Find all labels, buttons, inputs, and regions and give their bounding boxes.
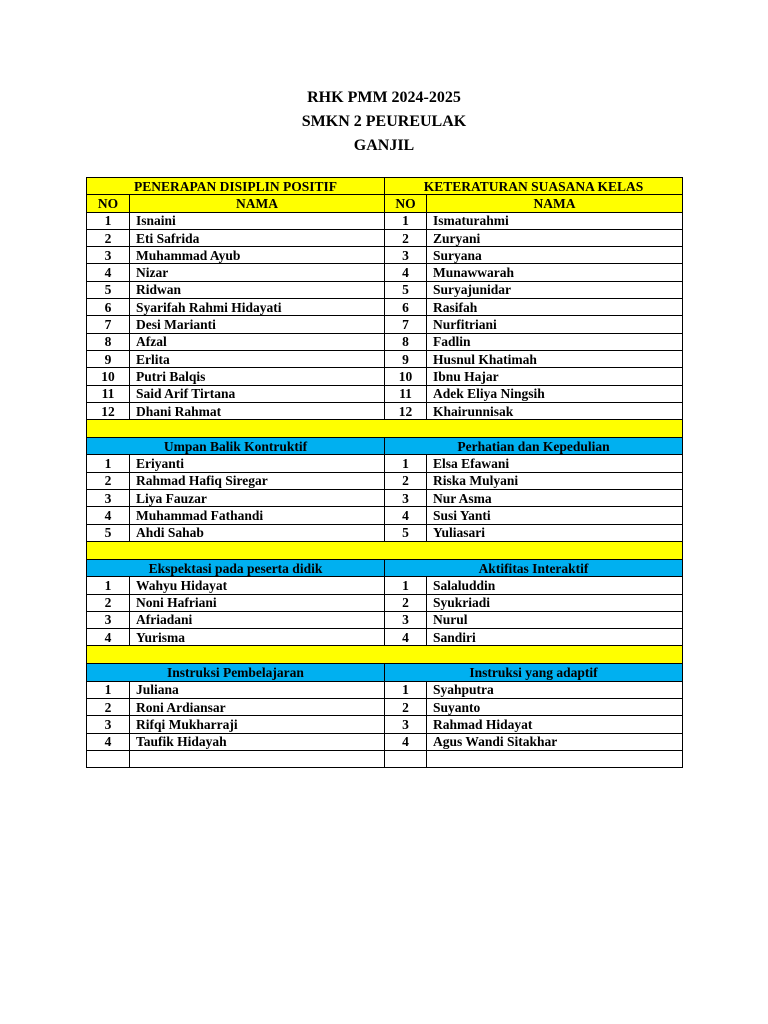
title-line-3: GANJIL — [353, 137, 415, 154]
table-row — [87, 385, 683, 402]
row-number-right: 10 — [385, 368, 427, 385]
row-number-right: 1 — [385, 212, 427, 229]
row-number-left: 3 — [87, 247, 130, 264]
name-left: Syarifah Rahmi Hidayati — [130, 299, 385, 316]
roster-body — [87, 178, 683, 768]
row-number-left: 1 — [87, 681, 130, 698]
section-title-right: Instruksi yang adaptif — [385, 664, 683, 681]
empty-cell — [427, 750, 683, 767]
name-left: Desi Marianti — [130, 316, 385, 333]
table-row — [87, 281, 683, 298]
row-number-left: 9 — [87, 350, 130, 367]
column-header-nama: NAMA — [130, 195, 385, 212]
table-row — [87, 699, 683, 716]
name-right: Yuliasari — [427, 524, 683, 541]
column-header-row — [87, 195, 683, 212]
row-number-left: 2 — [87, 699, 130, 716]
row-number-left: 4 — [87, 507, 130, 524]
column-header-no: NO — [87, 195, 130, 212]
table-row — [87, 577, 683, 594]
row-number-right: 9 — [385, 350, 427, 367]
name-right: Sandiri — [427, 629, 683, 646]
row-number-left: 3 — [87, 611, 130, 628]
name-right: Elsa Efawani — [427, 455, 683, 472]
name-left: Liya Fauzar — [130, 490, 385, 507]
table-row — [87, 229, 683, 246]
table-row — [87, 455, 683, 472]
table-row — [87, 402, 683, 419]
table-row — [87, 629, 683, 646]
name-left: Eriyanti — [130, 455, 385, 472]
name-right: Munawwarah — [427, 264, 683, 281]
row-number-left: 2 — [87, 594, 130, 611]
section-spacer-row — [87, 420, 683, 438]
table-row — [87, 524, 683, 541]
empty-cell — [130, 750, 385, 767]
row-number-left: 2 — [87, 472, 130, 489]
name-left: Yurisma — [130, 629, 385, 646]
row-number-left: 6 — [87, 299, 130, 316]
section-title-left: Ekspektasi pada peserta didik — [87, 559, 385, 576]
row-number-right: 5 — [385, 281, 427, 298]
name-left: Dhani Rahmat — [130, 402, 385, 419]
name-left: Juliana — [130, 681, 385, 698]
row-number-left: 3 — [87, 716, 130, 733]
empty-row — [87, 750, 683, 767]
row-number-right: 6 — [385, 299, 427, 316]
name-right: Syahputra — [427, 681, 683, 698]
document-title — [0, 86, 768, 158]
row-number-left: 10 — [87, 368, 130, 385]
empty-cell — [87, 750, 130, 767]
name-right: Susi Yanti — [427, 507, 683, 524]
table-row — [87, 247, 683, 264]
table-row — [87, 212, 683, 229]
section-header-row — [87, 178, 683, 195]
name-right: Rasifah — [427, 299, 683, 316]
row-number-right: 4 — [385, 264, 427, 281]
row-number-right: 2 — [385, 229, 427, 246]
name-left: Eti Safrida — [130, 229, 385, 246]
table-row — [87, 733, 683, 750]
name-left: Wahyu Hidayat — [130, 577, 385, 594]
table-row — [87, 490, 683, 507]
name-right: Agus Wandi Sitakhar — [427, 733, 683, 750]
row-number-right: 4 — [385, 629, 427, 646]
row-number-left: 1 — [87, 455, 130, 472]
name-left: Roni Ardiansar — [130, 699, 385, 716]
row-number-left: 4 — [87, 264, 130, 281]
row-number-left: 1 — [87, 577, 130, 594]
name-left: Erlita — [130, 350, 385, 367]
row-number-right: 12 — [385, 402, 427, 419]
name-left: Muhammad Fathandi — [130, 507, 385, 524]
row-number-left: 2 — [87, 229, 130, 246]
table-row — [87, 507, 683, 524]
row-number-left: 8 — [87, 333, 130, 350]
section-title-right: Aktifitas Interaktif — [385, 559, 683, 576]
spacer-cell — [87, 646, 683, 664]
table-row — [87, 594, 683, 611]
row-number-right: 1 — [385, 455, 427, 472]
section-header-row — [87, 664, 683, 681]
table-row — [87, 368, 683, 385]
name-right: Suryajunidar — [427, 281, 683, 298]
name-left: Putri Balqis — [130, 368, 385, 385]
row-number-left: 1 — [87, 212, 130, 229]
name-left: Rifqi Mukharraji — [130, 716, 385, 733]
name-left: Said Arif Tirtana — [130, 385, 385, 402]
name-left: Ridwan — [130, 281, 385, 298]
row-number-left: 7 — [87, 316, 130, 333]
row-number-left: 5 — [87, 524, 130, 541]
name-right: Riska Mulyani — [427, 472, 683, 489]
row-number-right: 3 — [385, 611, 427, 628]
name-right: Syukriadi — [427, 594, 683, 611]
name-right: Khairunnisak — [427, 402, 683, 419]
name-right: Adek Eliya Ningsih — [427, 385, 683, 402]
table-row — [87, 681, 683, 698]
table-row — [87, 472, 683, 489]
name-left: Nizar — [130, 264, 385, 281]
table-row — [87, 716, 683, 733]
row-number-left: 12 — [87, 402, 130, 419]
name-right: Rahmad Hidayat — [427, 716, 683, 733]
row-number-right: 7 — [385, 316, 427, 333]
table-row — [87, 316, 683, 333]
column-header-no: NO — [385, 195, 427, 212]
row-number-right: 5 — [385, 524, 427, 541]
row-number-right: 4 — [385, 507, 427, 524]
row-number-left: 4 — [87, 733, 130, 750]
name-right: Nur Asma — [427, 490, 683, 507]
name-right: Husnul Khatimah — [427, 350, 683, 367]
section-spacer-row — [87, 646, 683, 664]
row-number-right: 2 — [385, 699, 427, 716]
column-header-nama: NAMA — [427, 195, 683, 212]
section-title-right: KETERATURAN SUASANA KELAS — [385, 178, 683, 195]
section-header-row — [87, 438, 683, 455]
row-number-right: 4 — [385, 733, 427, 750]
name-left: Afzal — [130, 333, 385, 350]
title-line-1: RHK PMM 2024-2025 — [307, 89, 461, 106]
name-right: Ismaturahmi — [427, 212, 683, 229]
row-number-right: 2 — [385, 472, 427, 489]
name-right: Zuryani — [427, 229, 683, 246]
name-left: Taufik Hidayah — [130, 733, 385, 750]
name-right: Fadlin — [427, 333, 683, 350]
name-left: Muhammad Ayub — [130, 247, 385, 264]
row-number-right: 3 — [385, 716, 427, 733]
spacer-cell — [87, 420, 683, 438]
name-right: Ibnu Hajar — [427, 368, 683, 385]
empty-cell — [385, 750, 427, 767]
title-line-2: SMKN 2 PEUREULAK — [301, 113, 467, 130]
row-number-left: 4 — [87, 629, 130, 646]
name-left: Ahdi Sahab — [130, 524, 385, 541]
section-header-row — [87, 559, 683, 576]
name-left: Isnaini — [130, 212, 385, 229]
row-number-right: 3 — [385, 247, 427, 264]
row-number-right: 2 — [385, 594, 427, 611]
name-left: Afriadani — [130, 611, 385, 628]
row-number-left: 5 — [87, 281, 130, 298]
row-number-right: 1 — [385, 681, 427, 698]
table-row — [87, 350, 683, 367]
table-row — [87, 333, 683, 350]
name-left: Noni Hafriani — [130, 594, 385, 611]
row-number-right: 1 — [385, 577, 427, 594]
name-right: Suyanto — [427, 699, 683, 716]
name-right: Nurfitriani — [427, 316, 683, 333]
section-title-left: Umpan Balik Kontruktif — [87, 438, 385, 455]
section-title-left: Instruksi Pembelajaran — [87, 664, 385, 681]
section-title-left: PENERAPAN DISIPLIN POSITIF — [87, 178, 385, 195]
name-left: Rahmad Hafiq Siregar — [130, 472, 385, 489]
row-number-right: 8 — [385, 333, 427, 350]
row-number-left: 3 — [87, 490, 130, 507]
table-row — [87, 299, 683, 316]
section-spacer-row — [87, 541, 683, 559]
row-number-right: 11 — [385, 385, 427, 402]
row-number-right: 3 — [385, 490, 427, 507]
name-right: Nurul — [427, 611, 683, 628]
section-title-right: Perhatian dan Kepedulian — [385, 438, 683, 455]
name-right: Salaluddin — [427, 577, 683, 594]
name-right: Suryana — [427, 247, 683, 264]
table-row — [87, 264, 683, 281]
spacer-cell — [87, 541, 683, 559]
row-number-left: 11 — [87, 385, 130, 402]
roster-table — [86, 177, 683, 768]
table-row — [87, 611, 683, 628]
